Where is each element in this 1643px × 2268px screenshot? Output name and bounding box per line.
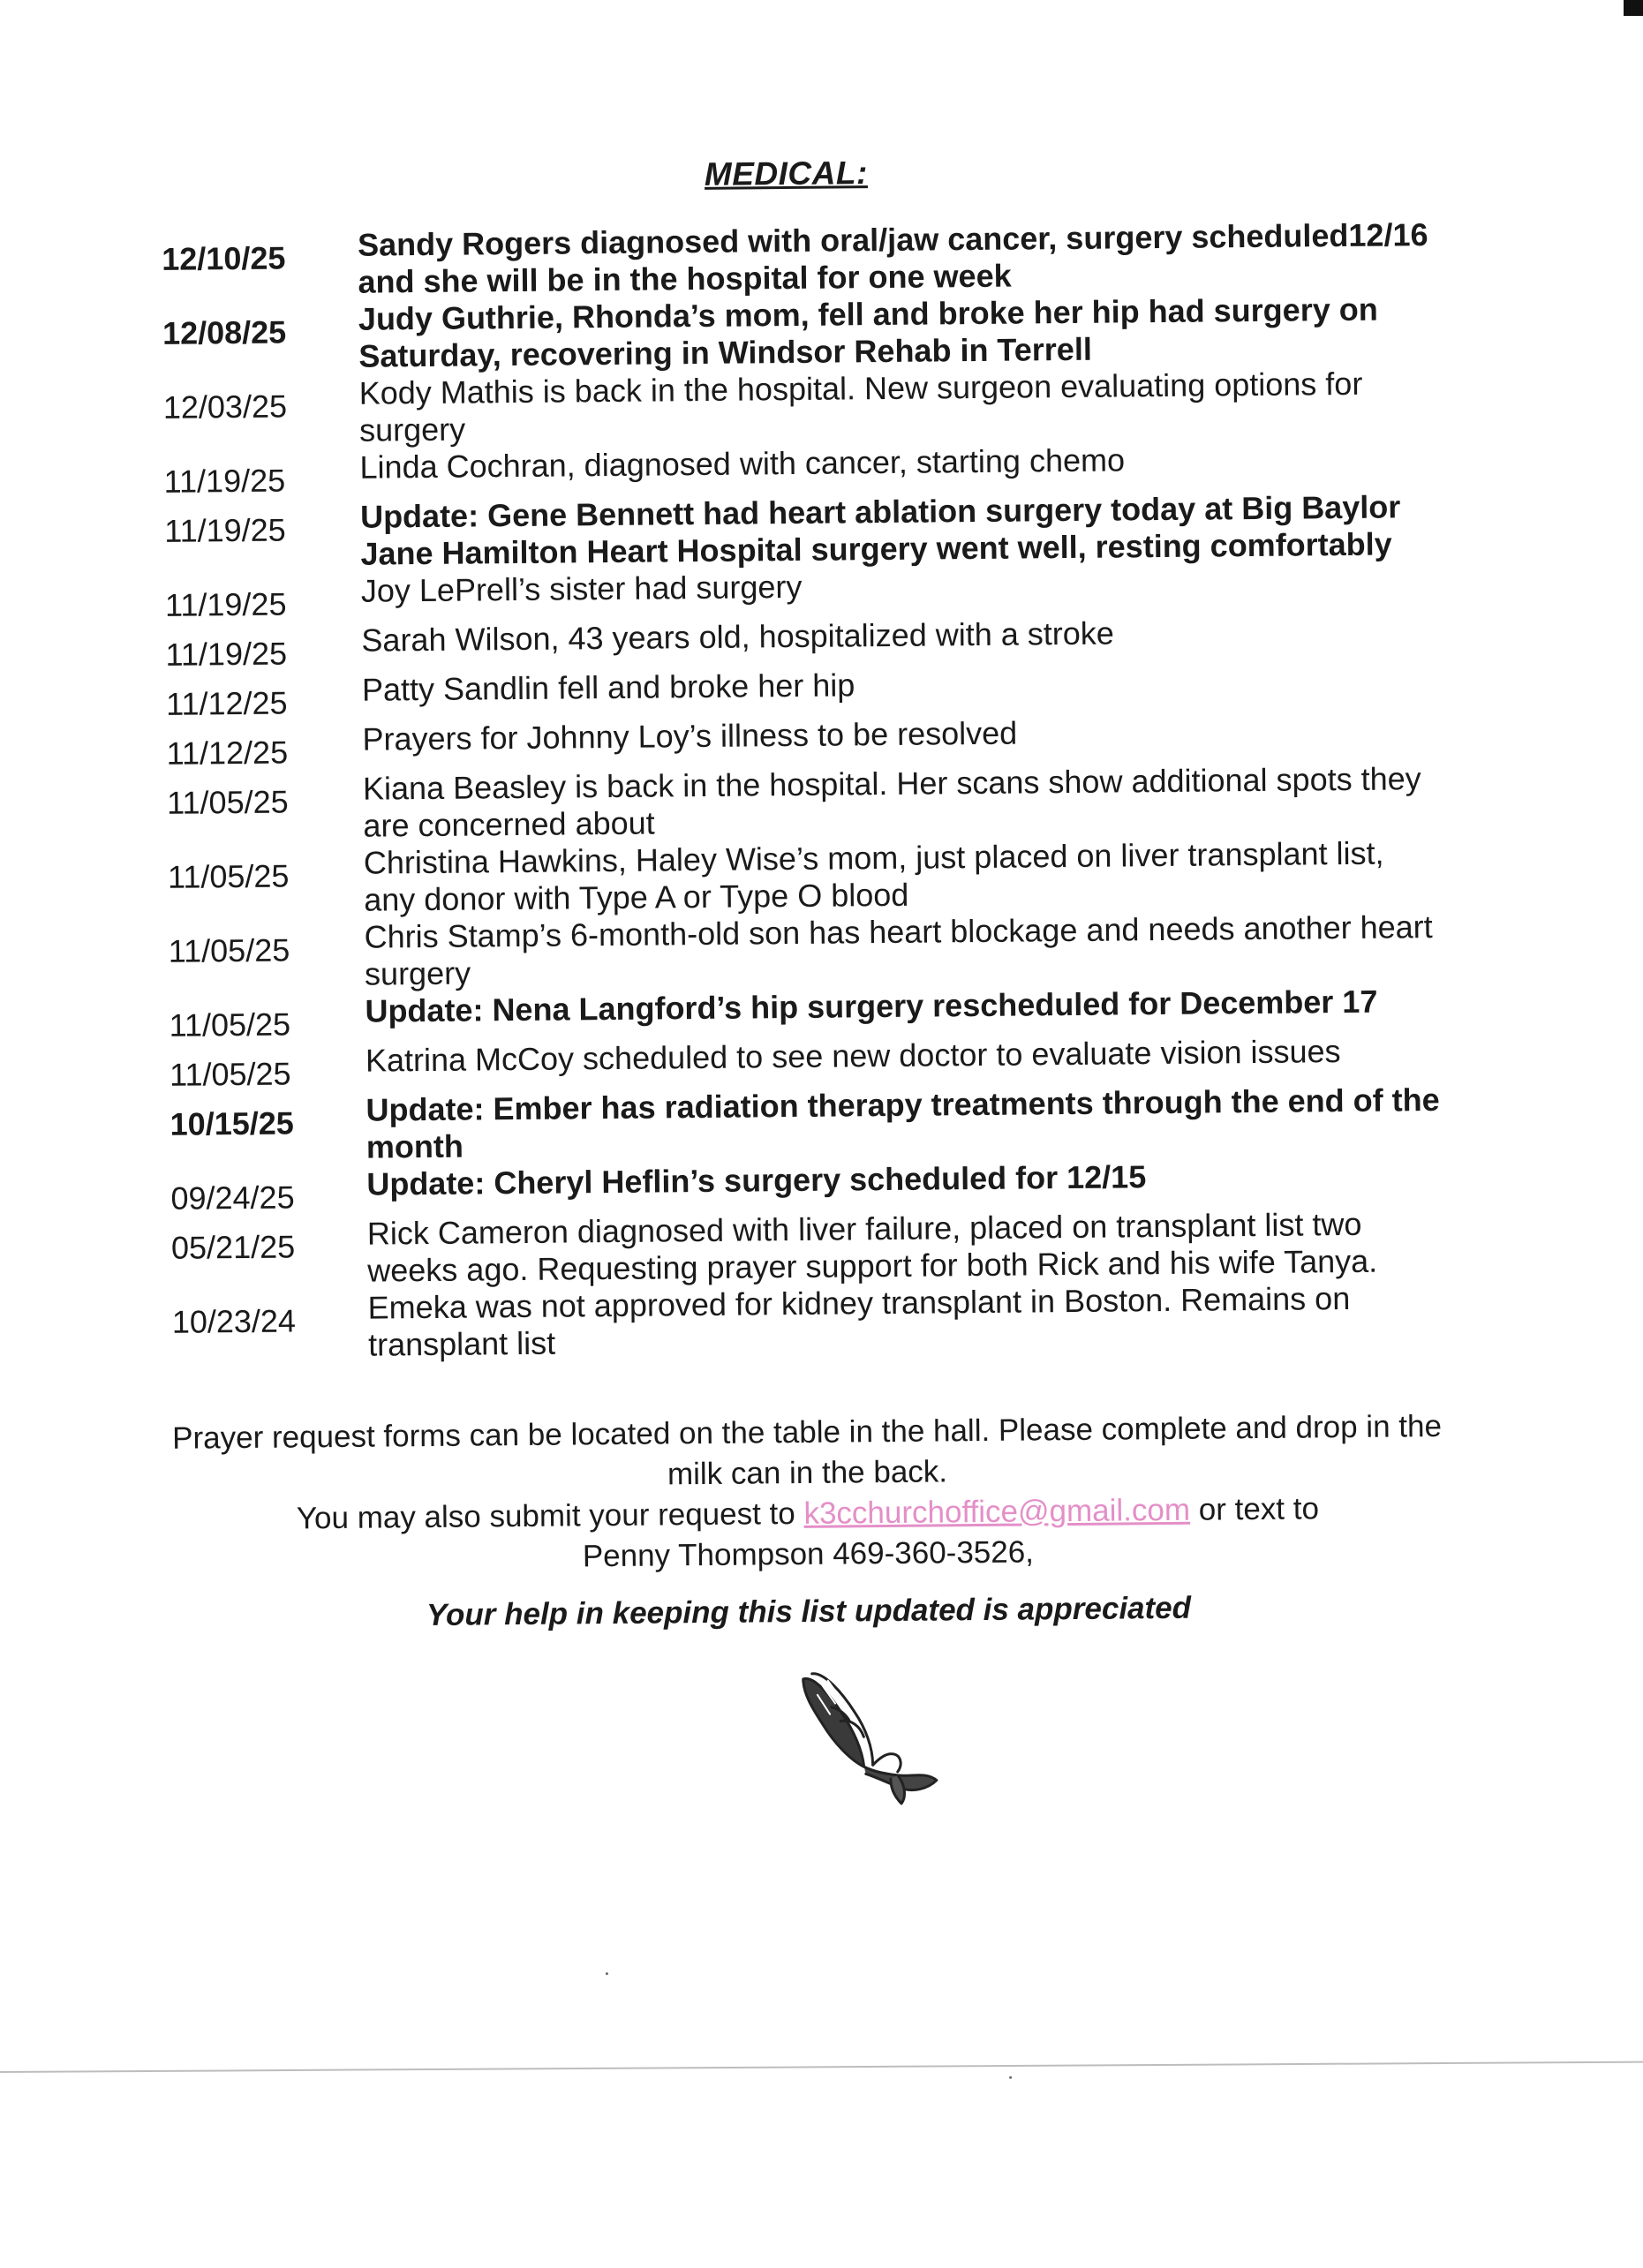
entry-date: 11/19/25 (163, 462, 286, 500)
entry-date: 12/03/25 (162, 388, 288, 426)
list-item (162, 290, 1435, 377)
medical-entries-list (162, 216, 1443, 1366)
list-item (168, 834, 1440, 921)
list-item (171, 1205, 1443, 1292)
appreciation-note: Your help in keeping this list updated is appreciated (426, 1590, 1192, 1633)
list-item (167, 760, 1439, 847)
entry-text: Rick Cameron diagnosed with liver failure, placed on transplant list two weeks ago. Requesting prayer support for both Rick and his wife Tanya. (366, 1205, 1378, 1289)
entry-date: 12/10/25 (162, 239, 286, 277)
scan-speck (1009, 2076, 1012, 2079)
entry-text: Kiana Beasley is back in the hospital. Her scans show additional spots they are concerned about (362, 760, 1421, 844)
entry-text: Judy Guthrie, Rhonda’s mom, fell and broke her hip had surgery on Saturday, recovering in Windsor Rehab in Terrell (358, 290, 1378, 374)
entry-date: 11/19/25 (164, 511, 286, 549)
entry-date: 11/19/25 (164, 585, 287, 623)
entry-date: 11/12/25 (166, 734, 289, 772)
entry-date: 11/05/25 (167, 857, 290, 895)
entry-text: Update: Cheryl Heflin’s surgery scheduled for 12/15 (366, 1158, 1147, 1202)
entry-text: Linda Cochran, diagnosed with cancer, starting chemo (359, 441, 1126, 486)
entry-date: 11/05/25 (168, 931, 290, 969)
entry-date: 12/08/25 (162, 313, 287, 351)
entry-date: 11/05/25 (169, 1055, 291, 1093)
entry-text: Prayers for Johnny Loy’s illness to be resolved (362, 714, 1018, 757)
footer-contact-text: Penny Thompson 469-360-3526, (582, 1534, 1035, 1574)
list-item (163, 365, 1436, 451)
entry-text: Emeka was not approved for kidney transplant in Boston. Remains on transplant list (367, 1279, 1351, 1363)
entry-date: 09/24/25 (170, 1179, 295, 1217)
entry-text: Kody Mathis is back in the hospital. New surgeon evaluating options for surgery (358, 365, 1363, 448)
entry-text: Katrina McCoy scheduled to see new doctor to evaluate vision issues (365, 1033, 1341, 1079)
praying-hands-icon (788, 1667, 948, 1810)
entry-text: Chris Stamp’s 6-month-old son has heart blockage and needs another heart surgery (364, 908, 1433, 992)
list-item (168, 908, 1440, 995)
entry-text: Christina Hawkins, Haley Wise’s mom, just placed on liver transplant list, any donor with Type A or Type O blood (363, 834, 1384, 918)
entry-date: 11/05/25 (169, 1006, 291, 1044)
entry-text: Patty Sandlin fell and broke her hip (361, 667, 855, 708)
footer-submit-prefix: You may also submit your request to (296, 1496, 795, 1536)
page-title: MEDICAL: (704, 154, 868, 192)
scan-speck (606, 1972, 608, 1975)
entry-date: 05/21/25 (170, 1228, 296, 1266)
entry-date: 10/23/24 (171, 1302, 297, 1340)
email-link[interactable]: k3cchurchoffice@gmail.com (803, 1492, 1191, 1531)
list-item (164, 488, 1436, 575)
entry-text: Update: Ember has radiation therapy treatments through the end of the month (366, 1081, 1440, 1165)
footer-instructions (145, 1406, 1471, 1581)
entry-date: 11/19/25 (165, 635, 288, 673)
entry-text: Update: Gene Bennett had heart ablation surgery today at Big Baylor Jane Hamilton Heart Hospital surgery went well, resting comfortably (359, 488, 1401, 572)
entry-date: 11/05/25 (166, 783, 289, 821)
list-item (171, 1279, 1443, 1366)
footer-forms-text: Prayer request forms can be located on the table in the hall. Please complete and drop in the milk can in the back. (171, 1408, 1443, 1492)
entry-text: Update: Nena Langford’s hip surgery rescheduled for December 17 (365, 983, 1378, 1029)
entry-text: Sandy Rogers diagnosed with oral/jaw cancer, surgery scheduled12/16 and she will be in the hospital for one week (357, 216, 1428, 300)
entry-date: 10/15/25 (170, 1104, 295, 1142)
entry-date: 11/12/25 (165, 684, 288, 722)
list-item (170, 1081, 1442, 1168)
footer-submit-suffix: or text to (1198, 1491, 1320, 1527)
entry-text: Sarah Wilson, 43 years old, hospitalized with a stroke (361, 614, 1114, 659)
list-item (162, 216, 1434, 303)
entry-text: Joy LePrell’s sister had surgery (360, 568, 803, 609)
